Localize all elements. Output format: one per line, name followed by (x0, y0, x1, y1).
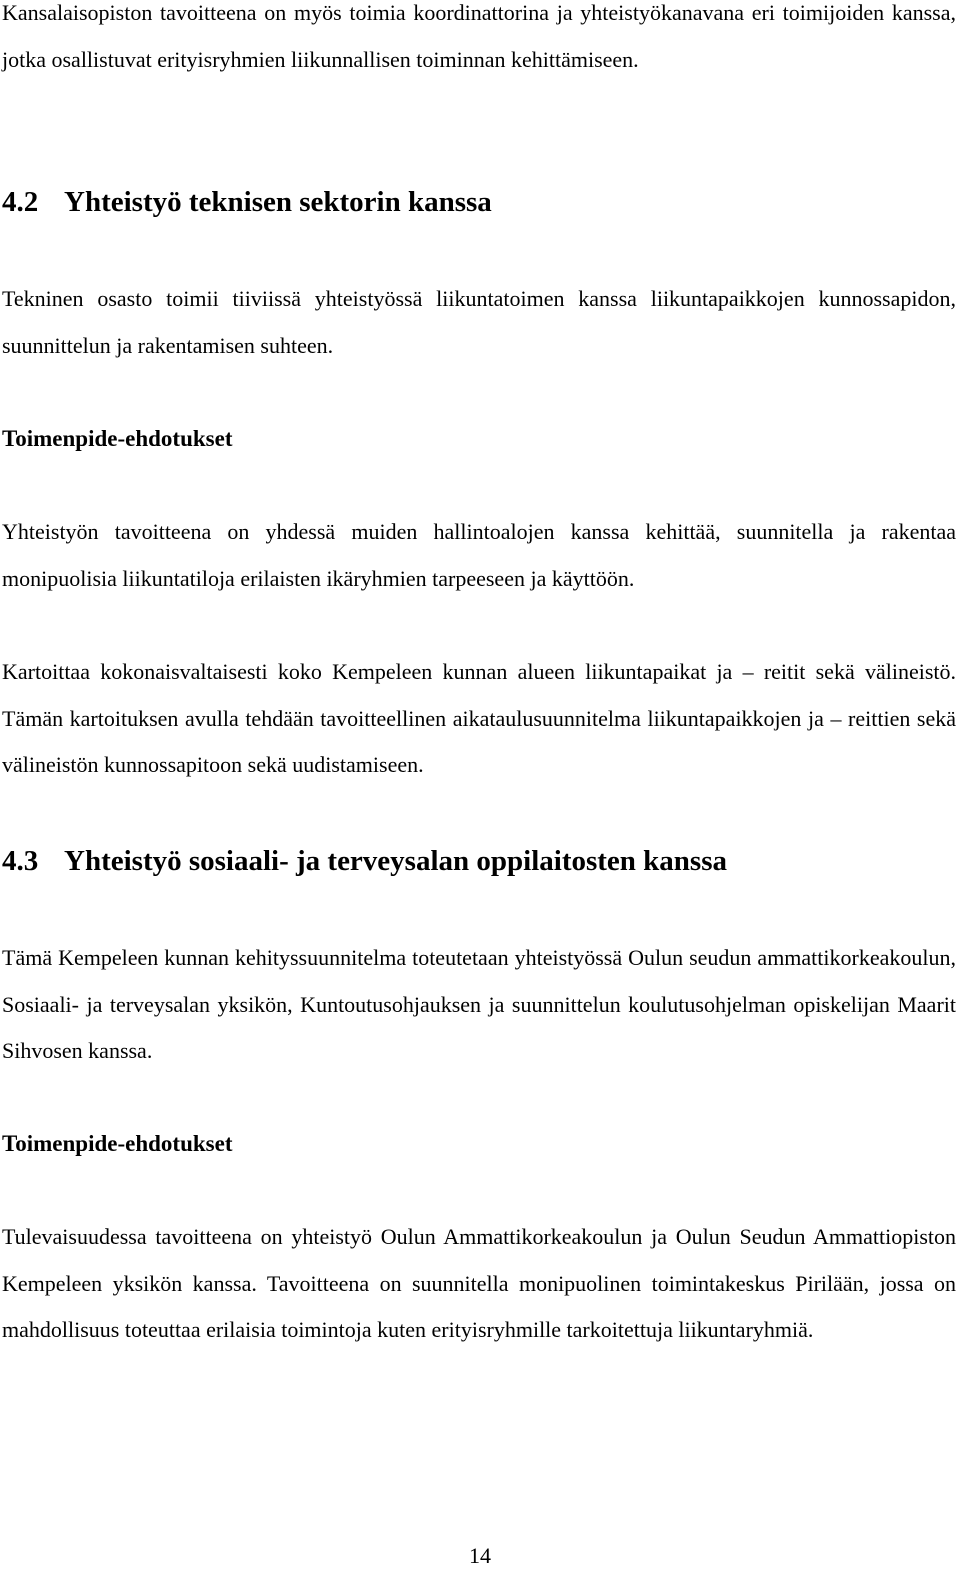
section-heading-4-2 (2, 184, 492, 220)
page-number: 14 (469, 1543, 491, 1568)
paragraph-tech-sector: Tekninen osasto toimii tiiviissä yhteistyössä liikuntatoimen kanssa liikuntapaikkojen kunnossapidon, suunnittelun ja rakentamisen suhteen. (2, 286, 956, 358)
paragraph-intro: Kansalaisopiston tavoitteena on myös toimia koordinattorina ja yhteistyökanavana eri toimijoiden kanssa, jotka osallistuvat erityisryhmien liikunnallisen toiminnan kehittämiseen. (2, 0, 956, 72)
section-number: 4.3 (2, 845, 39, 877)
section-title: Yhteistyö teknisen sektorin kanssa (64, 186, 492, 218)
section-number: 4.2 (2, 186, 39, 218)
paragraph-goal-1: Yhteistyön tavoitteena on yhdessä muiden hallintoalojen kanssa kehittää, suunnitella ja rakentaa monipuolisia liikuntatiloja erilaisten ikäryhmien tarpeeseen ja käyttöön. (2, 519, 956, 591)
paragraph-future: Tulevaisuudessa tavoitteena on yhteistyö Oulun Ammattikorkeakoulun ja Oulun Seudun Ammattiopiston Kempeleen yksikön kanssa. Tavoitteena on suunnitella monipuolinen toimintakeskus Pirilään, jossa on mahdollisuus toteuttaa erilaisia toimintoja kuten erityisryhmille tarkoitettuja liikuntaryhmiä. (2, 1224, 956, 1342)
subheading-measures-2: Toimenpide-ehdotukset (2, 1131, 233, 1156)
subheading-measures-1: Toimenpide-ehdotukset (2, 426, 233, 451)
paragraph-plan: Tämä Kempeleen kunnan kehityssuunnitelma toteutetaan yhteistyössä Oulun seudun ammattikorkeakoulun, Sosiaali- ja terveysalan yksikön, Kuntoutusohjauksen ja suunnittelun koulutusohjelman opiskelijan Maarit Sihvosen kanssa. (2, 945, 956, 1063)
section-heading-4-3 (2, 843, 727, 879)
section-title: Yhteistyö sosiaali- ja terveysalan oppilaitosten kanssa (64, 845, 728, 877)
paragraph-survey: Kartoittaa kokonaisvaltaisesti koko Kempeleen kunnan alueen liikuntapaikat ja – reitit sekä välineistö. Tämän kartoituksen avulla tehdään tavoitteellinen aikataulusuunnitelma liikuntapaikkojen ja – reittien sekä välineistön kunnossapitoon sekä uudistamiseen. (2, 659, 956, 777)
